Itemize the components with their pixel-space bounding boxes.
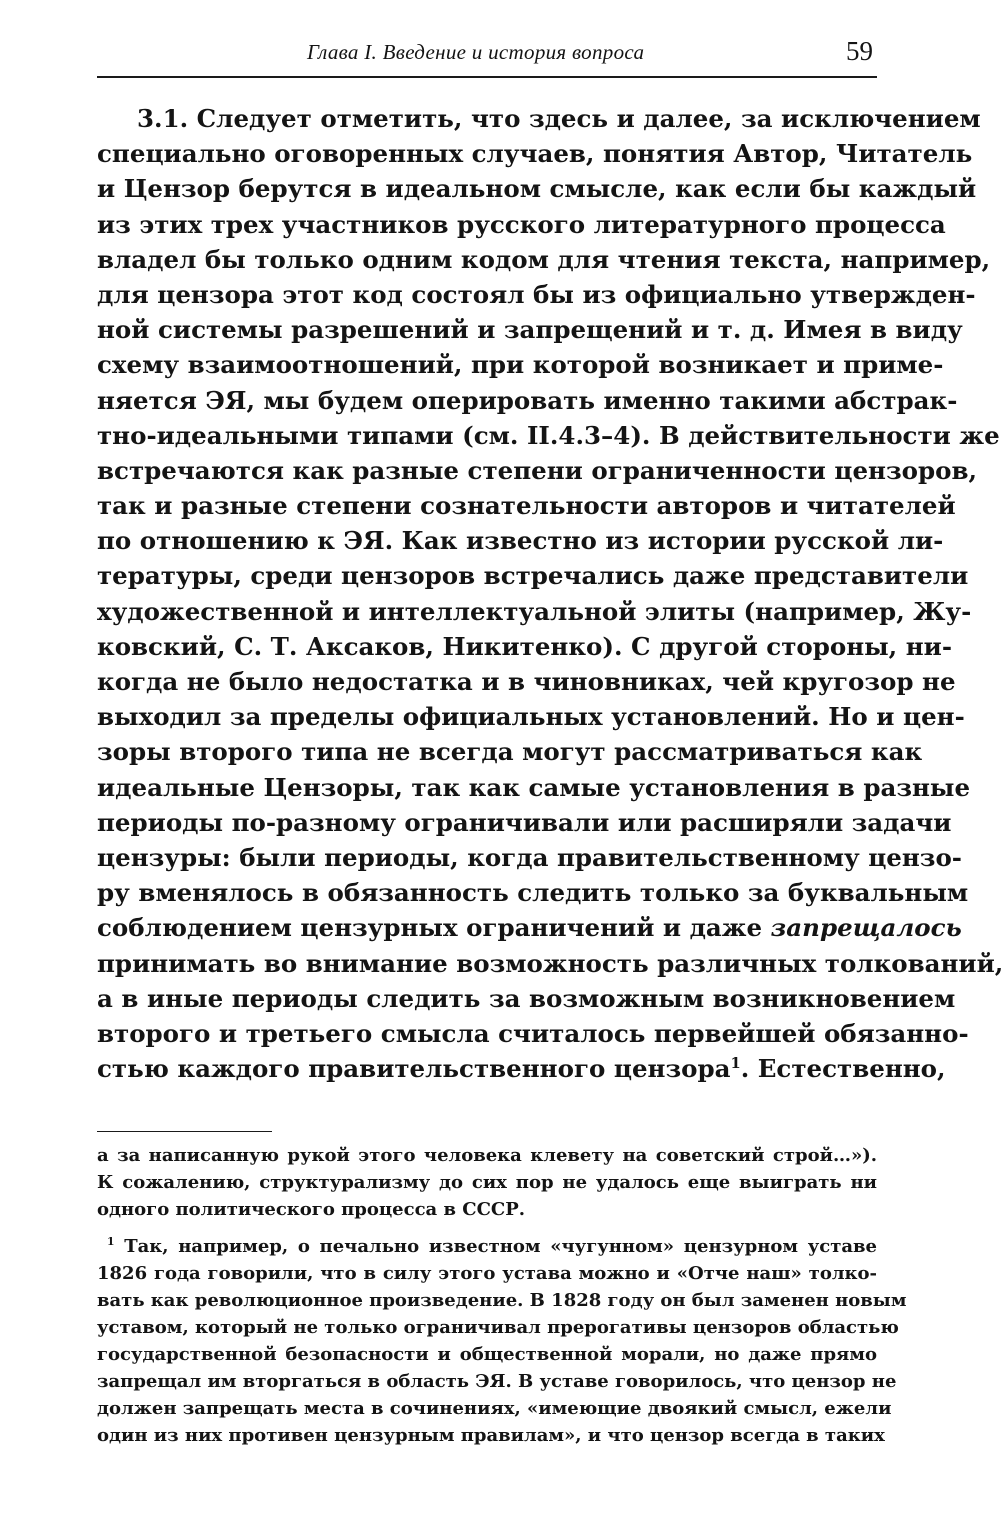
footnote-line: [97, 1233, 877, 1260]
footnote-line: К сожалению, структурализму до сих пор не удалось еще выиграть ни: [97, 1172, 877, 1193]
text-line: 3.1. Следует отметить, что здесь и далее, за исключением: [137, 104, 981, 133]
running-header: [97, 32, 877, 78]
footnote-continuation: [97, 1142, 877, 1223]
footnote-line: должен запрещать места в сочинениях, «имеющие двоякий смысл, ежели: [97, 1398, 892, 1419]
text-line: принимать во внимание возможность различных толкований,: [97, 948, 1003, 978]
emphasized-word: запрещалось: [770, 913, 962, 943]
footnote-line: одного политического процесса в СССР.: [97, 1199, 526, 1220]
text-line: ковский, С. Т. Аксаков, Никитенко). С другой стороны, ни-: [97, 631, 953, 661]
footnote-line: 1826 года говорили, что в силу этого устава можно и «Отче наш» толко-: [97, 1263, 877, 1284]
text-line: специально оговоренных случаев, понятия Автор, Читатель: [97, 139, 973, 169]
text-line: а в иные периоды следить за возможным возникновением: [97, 983, 956, 1013]
footnote-line: государственной безопасности и общественной морали, но даже прямо: [97, 1344, 877, 1365]
running-head-title: Глава I. Введение и история вопроса: [307, 40, 645, 64]
text-line: когда не было недостатка и в чиновниках, чей кругозор не: [97, 667, 956, 696]
text-line: ру вменялось в обязанность следить только за буквальным: [97, 878, 969, 908]
text-line: владел бы только одним кодом для чтения текста, например,: [97, 244, 991, 274]
text-line: периоды по-разному ограничивали или расширяли задачи: [97, 807, 952, 837]
main-text-block: [97, 101, 1003, 1086]
text-line: художественной и интеллектуальной элиты (например, Жу-: [97, 596, 972, 626]
footnote-marker: 1: [107, 1235, 115, 1248]
text-line: тературы, среди цензоров встречались даже представители: [97, 561, 969, 591]
footnote-line: запрещал им вторгаться в область ЭЯ. В уставе говорилось, что цензор не: [97, 1371, 897, 1392]
footnote-line: а за написанную рукой этого человека клевету на советский строй…»).: [97, 1145, 877, 1166]
text-line: няется ЭЯ, мы будем оперировать именно такими абстрак-: [97, 385, 958, 415]
footnote-line: вать как революционное произведение. В 1828 году он был заменен новым: [97, 1290, 907, 1311]
page-number: 59: [846, 36, 873, 66]
text-line: из этих трех участников русского литературного процесса: [97, 209, 946, 239]
text-segment: Так, например, о печально известном «чугунном» цензурном уставе: [114, 1236, 877, 1257]
footnotes-block: [97, 1142, 907, 1449]
text-line: цензуры: были периоды, когда правительственному цензо-: [97, 842, 962, 872]
text-line: схему взаимоотношений, при которой возникает и приме-: [97, 350, 944, 380]
footnote-separator: [97, 1131, 272, 1132]
text-segment: . Естественно,: [740, 1054, 946, 1084]
text-line: зоры второго типа не всегда могут рассматриваться как: [97, 737, 923, 767]
footnote-line: один из них противен цензурным правилам», и что цензор всегда в таких: [97, 1425, 885, 1446]
text-line-with-emphasis: [97, 910, 962, 945]
text-line: встречаются как разные степени ограниченности цензоров,: [97, 455, 977, 485]
text-line: идеальные Цензоры, так как самые установления в разные: [97, 772, 971, 802]
text-line: по отношению к ЭЯ. Как известно из истории русской ли-: [97, 526, 944, 556]
footnote-1: [97, 1233, 907, 1449]
text-line-with-footnote-ref: [97, 1051, 946, 1086]
text-line: и Цензор берутся в идеальном смысле, как если бы каждый: [97, 174, 977, 204]
text-segment: стью каждого правительственного цензора: [97, 1054, 731, 1084]
text-line: для цензора этот код состоял бы из официально утвержден-: [97, 279, 976, 309]
text-segment: соблюдением цензурных ограничений и даже: [97, 913, 771, 943]
text-line: второго и третьего смысла считалось первейшей обязанно-: [97, 1018, 969, 1048]
footnote-reference[interactable]: 1: [730, 1054, 741, 1072]
text-line: тно-идеальными типами (см. II.4.3–4). В действительности же: [97, 420, 1000, 450]
text-line: выходил за пределы официальных установлений. Но и цен-: [97, 702, 965, 732]
text-line: так и разные степени сознательности авторов и читателей: [97, 491, 956, 521]
footnote-line: уставом, который не только ограничивал прерогативы цензоров областью: [97, 1317, 899, 1338]
text-line: ной системы разрешений и запрещений и т. д. Имея в виду: [97, 315, 963, 345]
